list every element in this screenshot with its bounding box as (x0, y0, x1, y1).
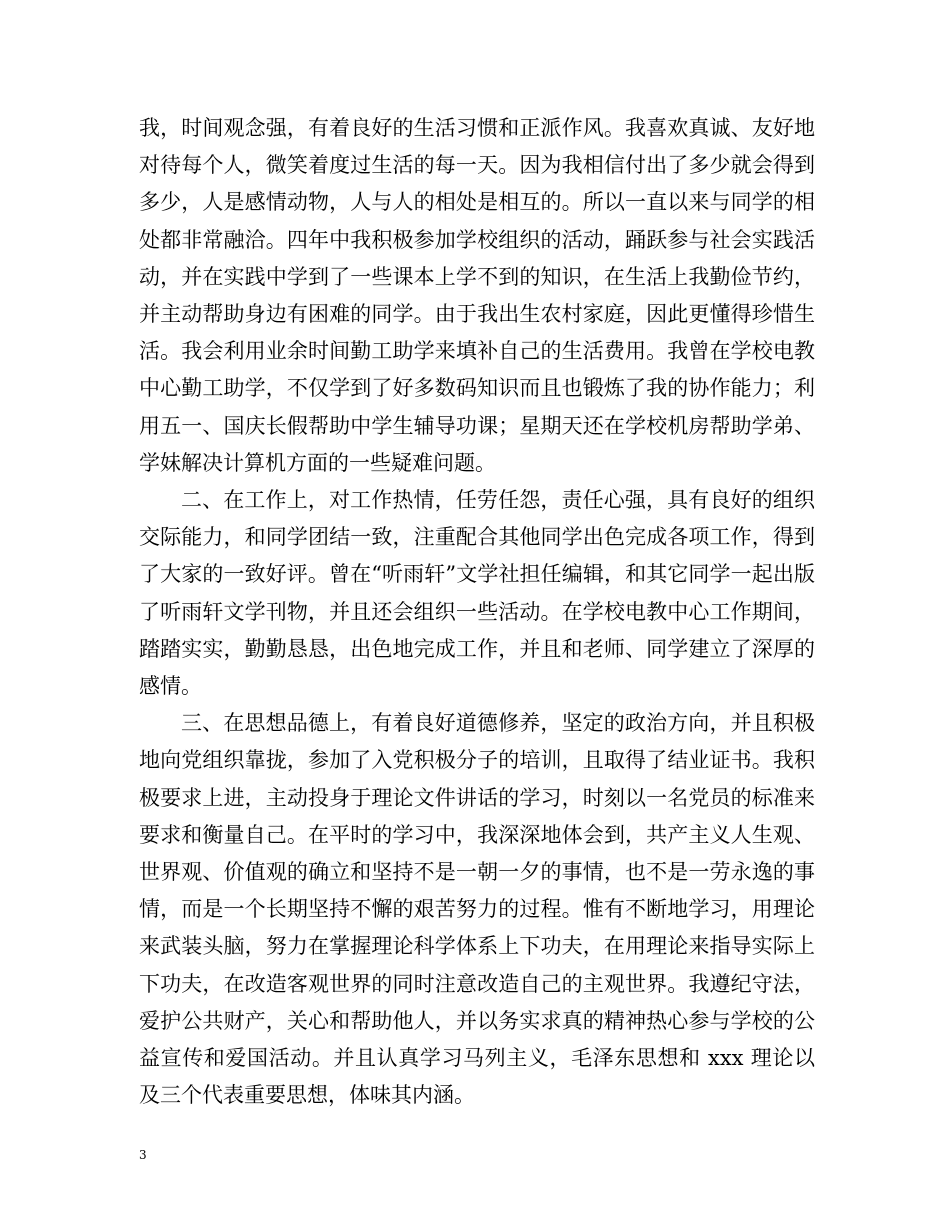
page-number: 3 (139, 1148, 147, 1162)
paragraph-3: 三、在思想品德上，有着良好道德修养，坚定的政治方向，并且积极地向党组织靠拢，参加了入党积极分子的培训，且取得了结业证书。我积极要求上进，主动投身于理论文件讲话的学习，时刻以一名党员的标准来要求和衡量自己。在平时的学习中，我深深地体会到，共产主义人生观、世界观、价值观的确立和坚持不是一朝一夕的事情，也不是一劳永逸的事情，而是一个长期坚持不懈的艰苦努力的过程。惟有不断地学习，用理论来武装头脑，努力在掌握理论科学体系上下功夫，在用理论来指导实际上下功夫，在改造客观世界的同时注意改造自己的主观世界。我遵纪守法，爱护公共财产，关心和帮助他人，并以务实求真的精神热心参与学校的公益宣传和爱国活动。并且认真学习马列主义，毛泽东思想和 xxx 理论以及三个代表重要思想，体味其内涵。 (139, 711, 815, 1108)
document-body (139, 110, 815, 1114)
paragraph-2: 二、在工作上，对工作热情，任劳任怨，责任心强，具有良好的组织交际能力，和同学团结一致，注重配合其他同学出色完成各项工作，得到了大家的一致好评。曾在“听雨轩”文学社担任编辑，和其它同学一起出版了听雨轩文学刊物，并且还会组织一些活动。在学校电教中心工作期间，踏踏实实，勤勤恳恳，出色地完成工作，并且和老师、同学建立了深厚的感情。 (139, 488, 815, 699)
paragraph-1: 我，时间观念强，有着良好的生活习惯和正派作风。我喜欢真诚、友好地对待每个人，微笑着度过生活的每一天。因为我相信付出了多少就会得到多少，人是感情动物，人与人的相处是相互的。所以一直以来与同学的相处都非常融洽。四年中我积极参加学校组织的活动，踊跃参与社会实践活动，并在实践中学到了一些课本上学不到的知识，在生活上我勤俭节约，并主动帮助身边有困难的同学。由于我出生农村家庭，因此更懂得珍惜生活。我会利用业余时间勤工助学来填补自己的生活费用。我曾在学校电教中心勤工助学，不仅学到了好多数码知识而且也锻炼了我的协作能力；利用五一、国庆长假帮助中学生辅导功课；星期天还在学校机房帮助学弟、学妹解决计算机方面的一些疑难问题。 (139, 116, 815, 475)
